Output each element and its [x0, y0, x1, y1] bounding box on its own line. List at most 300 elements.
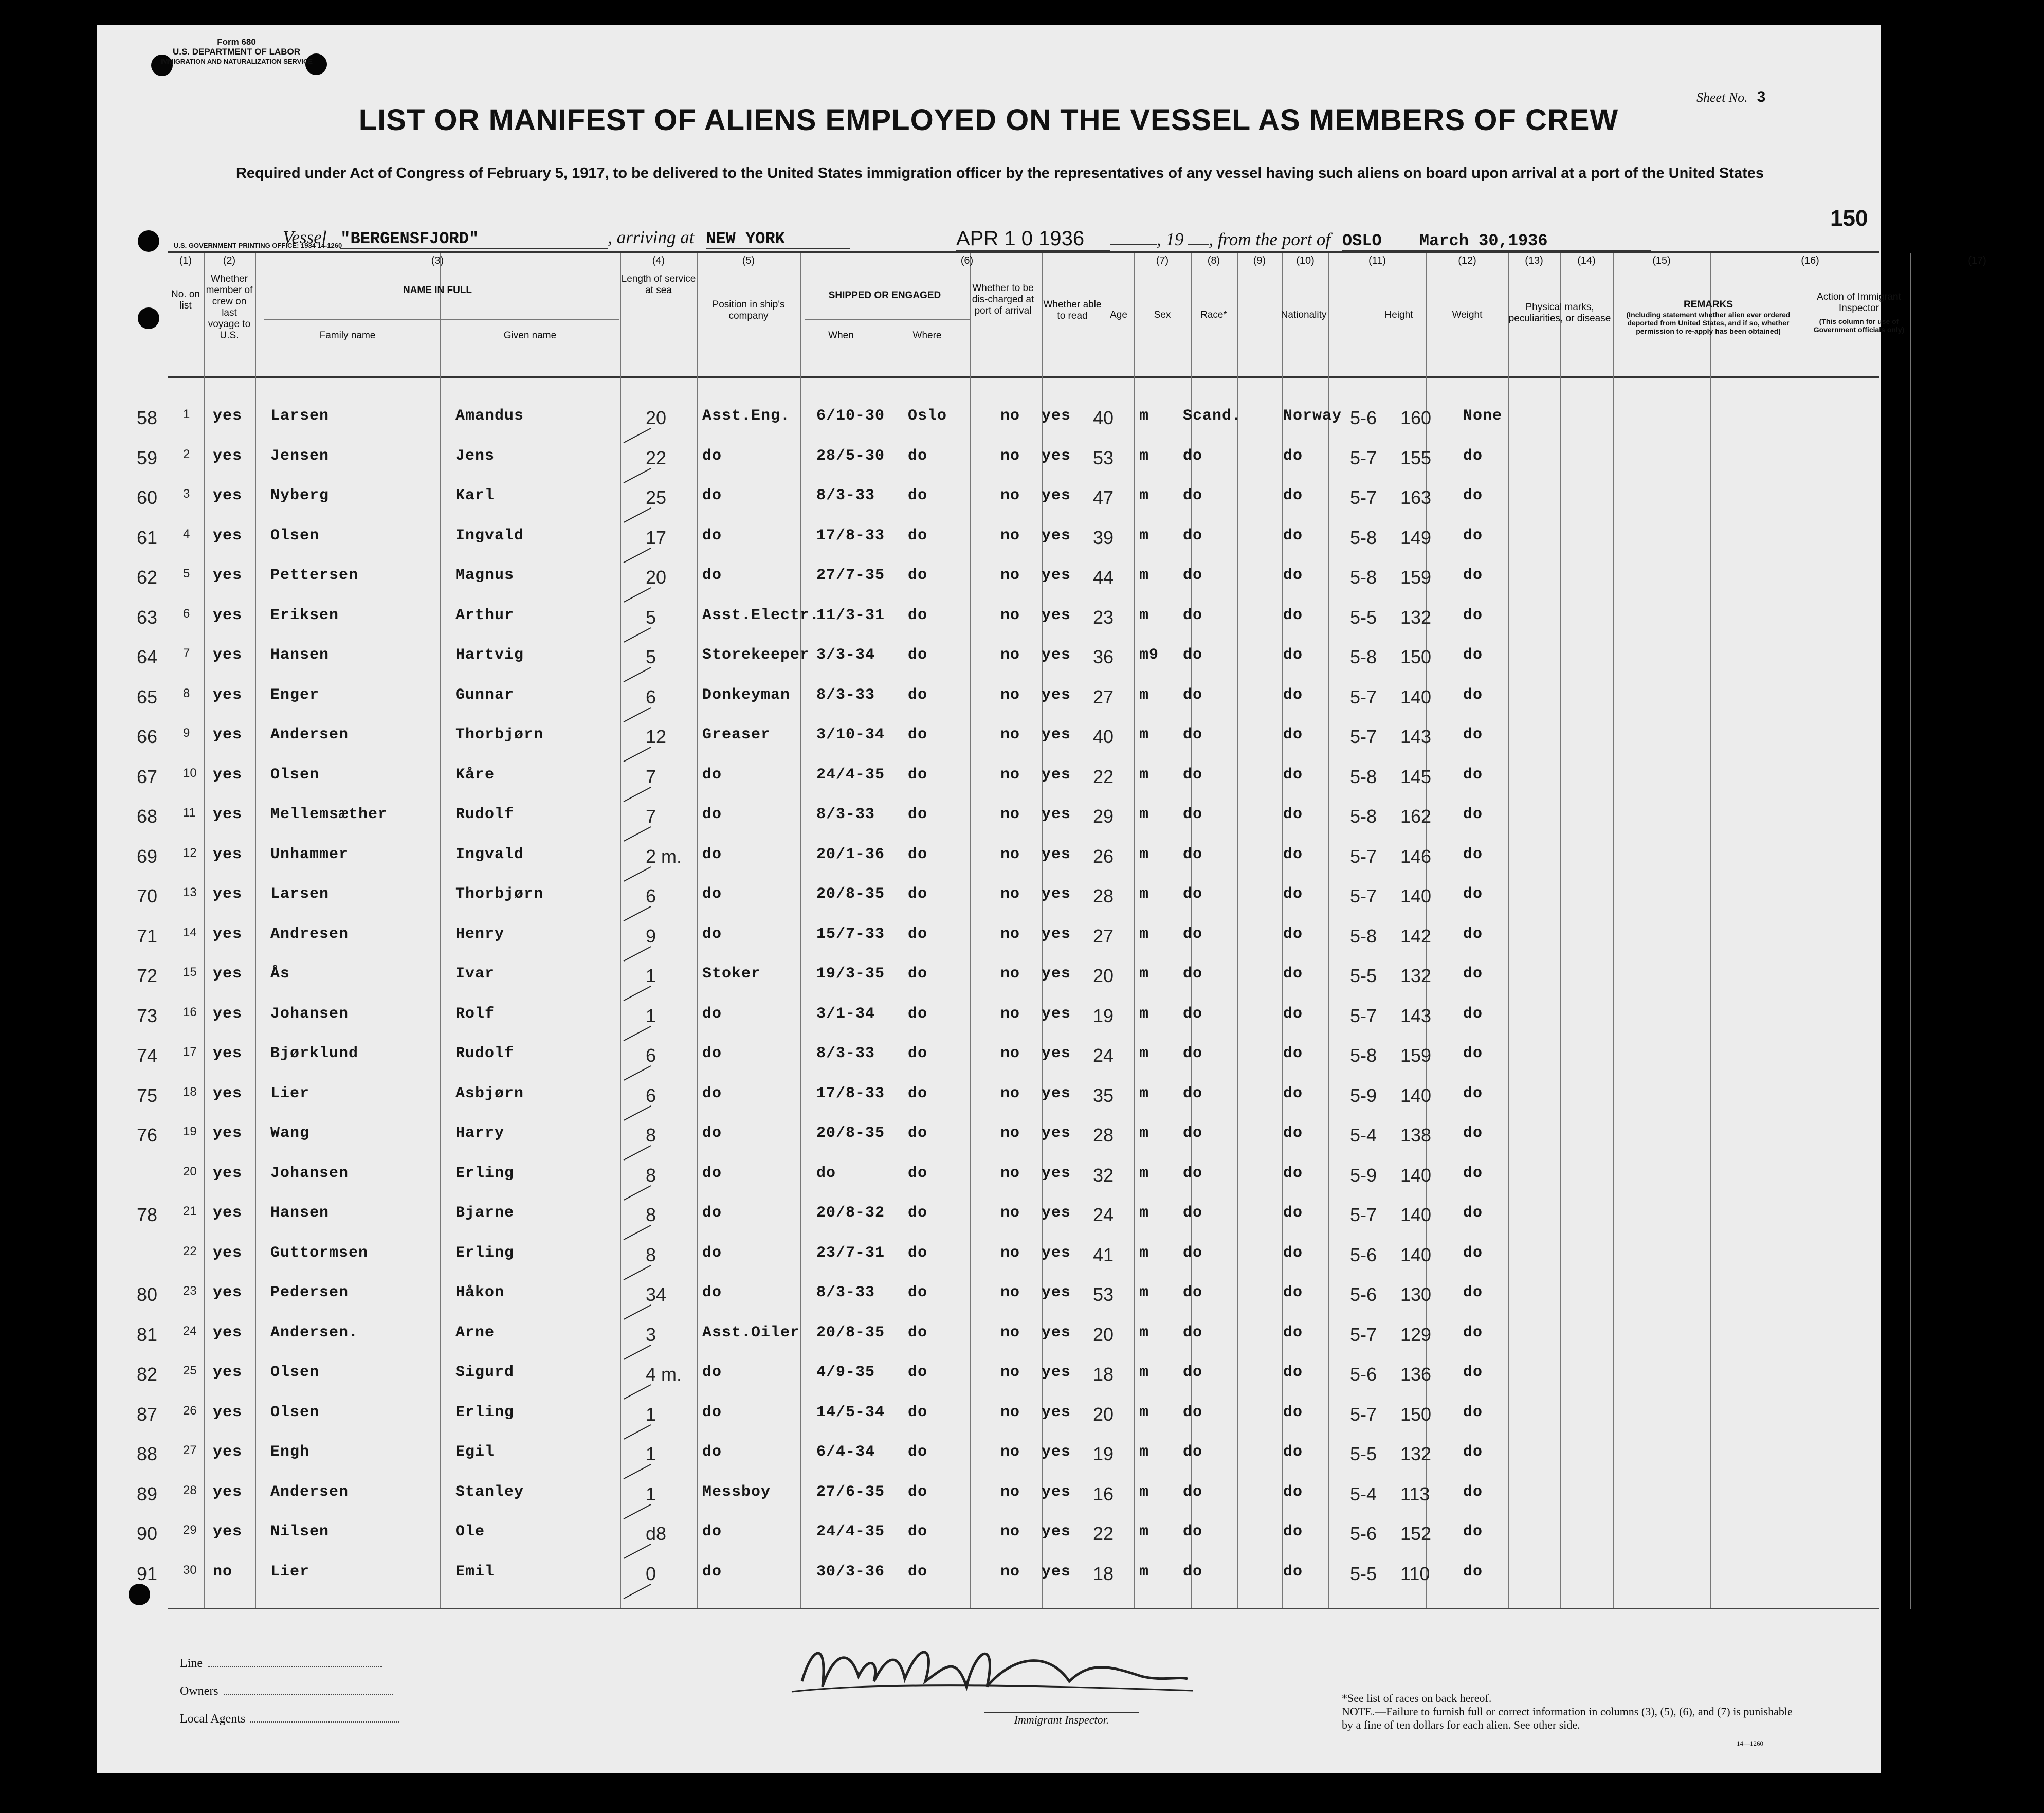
position: do: [702, 1084, 722, 1102]
shipped-when: 17/8-33: [816, 1084, 885, 1102]
nationality: do: [1283, 1563, 1303, 1581]
list-number: 15: [183, 965, 197, 979]
arrival-port: NEW YORK: [706, 229, 850, 249]
header-position: Position in ship's company: [712, 299, 785, 321]
arrival-date-line: APR 1 0 1936 , 19 , from the port of OSLO March 30,1936: [956, 227, 1651, 251]
header-weight: Weight: [1452, 310, 1483, 320]
family-name: Eriksen: [270, 606, 339, 624]
footer-line-field: Line: [180, 1657, 382, 1671]
list-number: 18: [183, 1084, 197, 1099]
sex: m: [1139, 1523, 1149, 1540]
manifest-line-number: 67: [137, 766, 158, 787]
sex: m: [1139, 1403, 1149, 1421]
punch-hole: [138, 230, 159, 252]
list-number: 5: [183, 567, 190, 581]
check-mark: [624, 1544, 651, 1559]
sex: m: [1139, 1284, 1149, 1301]
table-row: [137, 1443, 1879, 1482]
service-length: d8: [646, 1523, 667, 1544]
weight: 129: [1400, 1324, 1432, 1345]
shipped-where: do: [908, 1244, 928, 1262]
shipped-where: do: [908, 1005, 928, 1023]
service-length: 1: [646, 1005, 656, 1026]
list-number: 8: [183, 686, 190, 700]
list-number: 10: [183, 766, 197, 780]
crew-member-value: yes: [213, 567, 243, 584]
physical-marks: do: [1463, 487, 1483, 504]
position: do: [702, 1284, 722, 1301]
discharged-value: no: [1000, 407, 1020, 425]
family-name: Andersen.: [270, 1324, 359, 1341]
service-length: 6: [646, 1084, 656, 1106]
shipped-when: 8/3-33: [816, 487, 875, 504]
able-to-read: yes: [1042, 487, 1071, 504]
race: do: [1183, 1364, 1203, 1381]
nationality: do: [1283, 1164, 1303, 1182]
family-name: Larsen: [270, 407, 330, 425]
physical-marks: do: [1463, 567, 1483, 584]
header-where: Where: [912, 330, 942, 341]
able-to-read: yes: [1042, 1125, 1071, 1142]
printer-imprint: U.S. GOVERNMENT PRINTING OFFICE: 1934 14-1260: [174, 242, 342, 249]
physical-marks: do: [1463, 1324, 1483, 1341]
height: 5-7: [1350, 1204, 1377, 1225]
list-number: 1: [183, 407, 190, 421]
position: do: [702, 1403, 722, 1421]
shipped-when: 20/1-36: [816, 845, 885, 863]
race: do: [1183, 1244, 1203, 1262]
table-row: [137, 686, 1879, 725]
age: 29: [1093, 806, 1114, 827]
able-to-read: yes: [1042, 1483, 1071, 1501]
race: do: [1183, 766, 1203, 784]
position: Donkeyman: [702, 686, 791, 704]
crew-member-value: yes: [213, 1443, 243, 1461]
nationality: do: [1283, 1443, 1303, 1461]
weight: 143: [1400, 1005, 1432, 1026]
manifest-line-number: 81: [137, 1324, 158, 1345]
nationality: do: [1283, 965, 1303, 983]
list-number: 2: [183, 447, 190, 461]
physical-marks: do: [1463, 1523, 1483, 1540]
weight: 159: [1400, 1045, 1432, 1066]
given-name: Rolf: [455, 1005, 495, 1023]
crew-member-value: no: [213, 1563, 233, 1581]
height: 5-5: [1350, 606, 1377, 628]
physical-marks: do: [1463, 1563, 1483, 1581]
height: 5-7: [1350, 726, 1377, 747]
position: do: [702, 1005, 722, 1023]
crew-member-value: yes: [213, 1084, 243, 1102]
service-length: 8: [646, 1244, 656, 1265]
form-identifier: Form 680 U.S. DEPARTMENT OF LABOR IMMIGRATION AND NATURALIZATION SERVICE: [160, 37, 313, 65]
weight: 110: [1400, 1563, 1430, 1584]
position: do: [702, 806, 722, 823]
check-mark: [624, 986, 651, 1001]
header-no-on-list: No. on list: [171, 289, 200, 311]
list-number: 27: [183, 1443, 197, 1457]
discharged-value: no: [1000, 1403, 1020, 1421]
table-row: [137, 1125, 1879, 1163]
departure-date: March 30,1936: [1419, 231, 1651, 251]
table-row: [137, 567, 1879, 605]
discharged-value: no: [1000, 1045, 1020, 1062]
height: 5-5: [1350, 1563, 1377, 1584]
table-row: [137, 1005, 1879, 1044]
shipped-when: 24/4-35: [816, 766, 885, 784]
table-row: [137, 1364, 1879, 1402]
discharged-value: no: [1000, 527, 1020, 545]
table-bottom-rule: [168, 1608, 1879, 1609]
manifest-line-number: 76: [137, 1125, 158, 1146]
given-name: Egil: [455, 1443, 495, 1461]
given-name: Arne: [455, 1324, 495, 1341]
shipped-where: Oslo: [908, 407, 947, 425]
shipped-where: do: [908, 726, 928, 744]
service-length: 5: [646, 646, 656, 667]
manifest-line-number: 73: [137, 1005, 158, 1026]
shipped-where: do: [908, 1284, 928, 1301]
family-name: Pedersen: [270, 1284, 349, 1301]
nationality: do: [1283, 567, 1303, 584]
discharged-value: no: [1000, 1483, 1020, 1501]
able-to-read: yes: [1042, 447, 1071, 465]
age: 23: [1093, 606, 1114, 628]
nationality: do: [1283, 1523, 1303, 1540]
discharged-value: no: [1000, 1125, 1020, 1142]
race: do: [1183, 686, 1203, 704]
check-mark: [624, 1026, 651, 1041]
check-mark: [624, 507, 651, 523]
sex: m: [1139, 1324, 1149, 1341]
given-name: Magnus: [455, 567, 515, 584]
manifest-line-number: 74: [137, 1045, 158, 1066]
shipped-where: do: [908, 1164, 928, 1182]
crew-member-value: yes: [213, 845, 243, 863]
physical-marks: do: [1463, 646, 1483, 664]
service-length: 1: [646, 1483, 656, 1504]
list-number: 25: [183, 1364, 197, 1377]
weight: 149: [1400, 527, 1432, 548]
age: 32: [1093, 1164, 1114, 1186]
service-length: 12: [646, 726, 667, 747]
table-row: [137, 1045, 1879, 1083]
shipped-where: do: [908, 686, 928, 704]
manifest-line-number: 70: [137, 885, 158, 906]
shipped-where: do: [908, 885, 928, 903]
height: 5-8: [1350, 646, 1377, 667]
list-number: 29: [183, 1523, 197, 1537]
table-row: [137, 1324, 1879, 1363]
age: 24: [1093, 1204, 1114, 1225]
given-name: Ivar: [455, 965, 495, 983]
manifest-line-number: 65: [137, 686, 158, 708]
column-number: (16): [1801, 255, 1819, 266]
given-name: Karl: [455, 487, 495, 504]
race: do: [1183, 1204, 1203, 1222]
shipped-where: do: [908, 845, 928, 863]
table-row: [137, 885, 1879, 924]
race: do: [1183, 925, 1203, 943]
column-number: (3): [431, 255, 444, 266]
sex: m: [1139, 407, 1149, 425]
check-mark: [624, 1265, 651, 1280]
list-number: 3: [183, 487, 190, 501]
discharged-value: no: [1000, 646, 1020, 664]
shipped-when: 27/6-35: [816, 1483, 885, 1501]
given-name: Stanley: [455, 1483, 524, 1501]
crew-member-value: yes: [213, 1005, 243, 1023]
family-name: Bjørklund: [270, 1045, 359, 1062]
race: do: [1183, 1523, 1203, 1540]
age: 40: [1093, 407, 1114, 428]
given-name: Asbjørn: [455, 1084, 524, 1102]
position: Asst.Eng.: [702, 407, 791, 425]
nationality: do: [1283, 447, 1303, 465]
nationality: do: [1283, 686, 1303, 704]
service-length: 7: [646, 806, 656, 827]
column-number: (17): [1968, 255, 1986, 266]
race: do: [1183, 1005, 1203, 1023]
manifest-line-number: 71: [137, 925, 158, 947]
crew-member-value: yes: [213, 646, 243, 664]
family-name: Ås: [270, 965, 290, 983]
table-row: [137, 646, 1879, 685]
shipped-when: 15/7-33: [816, 925, 885, 943]
nationality: do: [1283, 606, 1303, 624]
weight: 140: [1400, 1204, 1432, 1225]
vessel-line: Vessel "BERGENSFJORD" , arriving at NEW YORK: [283, 227, 850, 249]
able-to-read: yes: [1042, 806, 1071, 823]
age: 20: [1093, 965, 1114, 986]
shipped-where: do: [908, 606, 928, 624]
check-mark: [624, 1424, 651, 1440]
family-name: Andersen: [270, 726, 349, 744]
header-shipped: SHIPPED OR ENGAGED: [828, 290, 941, 301]
service-length: 1: [646, 1443, 656, 1464]
physical-marks: do: [1463, 1125, 1483, 1142]
nationality: do: [1283, 1483, 1303, 1501]
header-sex: Sex: [1154, 310, 1171, 320]
age: 18: [1093, 1364, 1114, 1385]
list-number: 4: [183, 527, 190, 541]
table-row: [137, 447, 1879, 486]
able-to-read: yes: [1042, 766, 1071, 784]
weight: 136: [1400, 1364, 1432, 1385]
discharged-value: no: [1000, 766, 1020, 784]
nationality: do: [1283, 1324, 1303, 1341]
crew-member-value: yes: [213, 407, 243, 425]
crew-member-value: yes: [213, 965, 243, 983]
crew-member-value: yes: [213, 1284, 243, 1301]
service-length: 0: [646, 1563, 656, 1584]
able-to-read: yes: [1042, 1084, 1071, 1102]
family-name: Lier: [270, 1084, 310, 1102]
physical-marks: do: [1463, 1284, 1483, 1301]
height: 5-6: [1350, 407, 1377, 428]
physical-marks: None: [1463, 407, 1503, 425]
physical-marks: do: [1463, 447, 1483, 465]
height: 5-8: [1350, 766, 1377, 787]
race: do: [1183, 845, 1203, 863]
given-name: Amandus: [455, 407, 524, 425]
family-name: Nilsen: [270, 1523, 330, 1540]
weight: 145: [1400, 766, 1432, 787]
family-name: Johansen: [270, 1005, 349, 1023]
shipped-where: do: [908, 1084, 928, 1102]
given-name: Bjarne: [455, 1204, 515, 1222]
physical-marks: do: [1463, 726, 1483, 744]
service-length: 17: [646, 527, 667, 548]
check-mark: [624, 1584, 651, 1599]
shipped-when: 23/7-31: [816, 1244, 885, 1262]
position: do: [702, 1045, 722, 1062]
footer-agents-field: Local Agents: [180, 1712, 399, 1726]
check-mark: [624, 946, 651, 962]
shipped-when: 28/5-30: [816, 447, 885, 465]
shipped-where: do: [908, 1204, 928, 1222]
able-to-read: yes: [1042, 686, 1071, 704]
list-number: 17: [183, 1045, 197, 1059]
age: 26: [1093, 845, 1114, 867]
shipped-when: 20/8-35: [816, 1324, 885, 1341]
given-name: Ingvald: [455, 845, 524, 863]
check-mark: [624, 826, 651, 842]
service-length: 4 m.: [646, 1364, 682, 1385]
family-name: Andersen: [270, 1483, 349, 1501]
age: 41: [1093, 1244, 1114, 1265]
column-number: (1): [179, 255, 192, 266]
list-number: 23: [183, 1284, 197, 1298]
race: do: [1183, 1284, 1203, 1301]
weight: 138: [1400, 1125, 1432, 1146]
position: do: [702, 567, 722, 584]
column-rule: [1910, 253, 1911, 1609]
age: 35: [1093, 1084, 1114, 1106]
manifest-line-number: 72: [137, 965, 158, 986]
manifest-line-number: 66: [137, 726, 158, 747]
shipped-where: do: [908, 1364, 928, 1381]
crew-member-value: yes: [213, 1403, 243, 1421]
family-name: Larsen: [270, 885, 330, 903]
physical-marks: do: [1463, 1005, 1483, 1023]
shipped-where: do: [908, 1563, 928, 1581]
weight: 143: [1400, 726, 1432, 747]
age: 16: [1093, 1483, 1114, 1504]
manifest-line-number: 80: [137, 1284, 158, 1305]
able-to-read: yes: [1042, 567, 1071, 584]
header-remarks-note: (Including statement whether alien ever ordered deported from United States, and if so, whether permission to re-apply has been obtained): [1626, 311, 1791, 335]
check-mark: [624, 667, 651, 682]
list-number: 19: [183, 1125, 197, 1138]
family-name: Olsen: [270, 527, 320, 545]
nationality: do: [1283, 1084, 1303, 1102]
sex: m: [1139, 806, 1149, 823]
sex: m: [1139, 1084, 1149, 1102]
shipped-when: 6/10-30: [816, 407, 885, 425]
table-row: [137, 766, 1879, 805]
manifest-line-number: 89: [137, 1483, 158, 1504]
list-number: 28: [183, 1483, 197, 1497]
height: 5-5: [1350, 1443, 1377, 1464]
able-to-read: yes: [1042, 1244, 1071, 1262]
crew-member-value: yes: [213, 606, 243, 624]
position: Stoker: [702, 965, 761, 983]
given-name: Arthur: [455, 606, 515, 624]
punch-hole: [129, 1584, 150, 1605]
given-name: Emil: [455, 1563, 495, 1581]
shipped-when: 8/3-33: [816, 1284, 875, 1301]
weight: 113: [1400, 1483, 1430, 1504]
service-length: 3: [646, 1324, 656, 1345]
sex: m: [1139, 1204, 1149, 1222]
sex: m: [1139, 606, 1149, 624]
service-length: 25: [646, 487, 667, 508]
physical-marks: do: [1463, 845, 1483, 863]
position: do: [702, 1164, 722, 1182]
able-to-read: yes: [1042, 527, 1071, 545]
discharged-value: no: [1000, 1523, 1020, 1540]
name-subheader-rule: [264, 319, 619, 320]
table-row: [137, 925, 1879, 964]
race: do: [1183, 1403, 1203, 1421]
shipped-when: 27/7-35: [816, 567, 885, 584]
physical-marks: do: [1463, 925, 1483, 943]
check-mark: [624, 866, 651, 882]
manifest-line-number: 78: [137, 1204, 158, 1225]
manifest-line-number: 91: [137, 1563, 158, 1584]
shipped-when: 20/8-35: [816, 1125, 885, 1142]
header-remarks: REMARKS: [1683, 299, 1733, 310]
check-mark: [624, 468, 651, 483]
column-number: (11): [1368, 255, 1386, 266]
height: 5-6: [1350, 1284, 1377, 1305]
shipped-where: do: [908, 766, 928, 784]
table-row: [137, 1084, 1879, 1123]
crew-member-value: yes: [213, 527, 243, 545]
shipped-when: do: [816, 1164, 836, 1182]
column-number: (14): [1577, 255, 1596, 266]
list-number: 22: [183, 1244, 197, 1258]
crew-member-value: yes: [213, 1164, 243, 1182]
physical-marks: do: [1463, 1045, 1483, 1062]
able-to-read: yes: [1042, 1443, 1071, 1461]
position: do: [702, 885, 722, 903]
able-to-read: yes: [1042, 1005, 1071, 1023]
column-number: (13): [1525, 255, 1543, 266]
list-number: 14: [183, 925, 197, 939]
shipped-when: 4/9-35: [816, 1364, 875, 1381]
manifest-line-number: 61: [137, 527, 158, 548]
race: do: [1183, 1084, 1203, 1102]
position: do: [702, 1364, 722, 1381]
discharged-value: no: [1000, 487, 1020, 504]
nationality: do: [1283, 1045, 1303, 1062]
age: 24: [1093, 1045, 1114, 1066]
given-name: Thorbjørn: [455, 885, 544, 903]
nationality: do: [1283, 1284, 1303, 1301]
sex: m: [1139, 925, 1149, 943]
nationality: do: [1283, 845, 1303, 863]
age: 22: [1093, 1523, 1114, 1544]
discharged-value: no: [1000, 925, 1020, 943]
inspector-caption: Immigrant Inspector.: [984, 1712, 1139, 1727]
sex: m: [1139, 527, 1149, 545]
given-name: Rudolf: [455, 1045, 515, 1062]
crew-member-value: yes: [213, 487, 243, 504]
age: 22: [1093, 766, 1114, 787]
race: do: [1183, 1483, 1203, 1501]
